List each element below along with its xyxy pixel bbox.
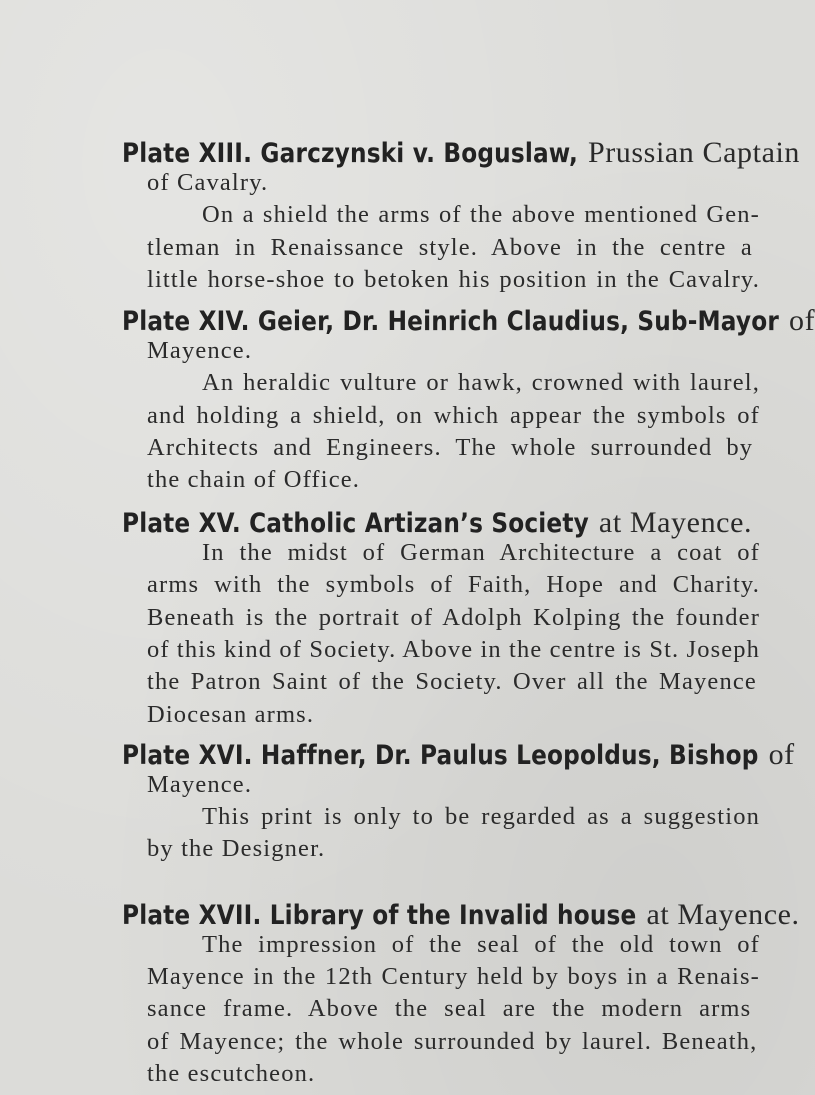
- entry-line: Beneath is the portrait of Adolph Kolping the founder: [147, 603, 760, 631]
- entry-line: The impression of the seal of the old town of: [202, 930, 760, 958]
- entry-line: sance frame. Above the seal are the modern arms: [147, 995, 752, 1023]
- entry-line: the chain of Office.: [147, 466, 361, 494]
- entry-heading-tail: at Mayence.: [598, 505, 753, 539]
- entry-line: tleman in Renaissance style. Above in the centre a: [147, 233, 753, 261]
- entry-heading-tail: of: [788, 303, 815, 337]
- entry-line: On a shield the arms of the above mentioned Gen-: [202, 201, 760, 229]
- entry-line: the Patron Saint of the Society. Over all the Mayence: [147, 668, 757, 696]
- entry-line: and holding a shield, on which appear the symbols of: [147, 401, 760, 429]
- entry-line: Mayence.: [147, 336, 253, 364]
- entry-line: the escutcheon.: [147, 1060, 316, 1088]
- entry-heading-tail: of: [768, 737, 795, 771]
- entry-heading: Plate XVI. Haffner, Dr. Paulus Leopoldus, Bishop: [122, 739, 759, 771]
- entry-line: of this kind of Society. Above in the centre is St. Joseph: [147, 635, 760, 663]
- entry-line: Diocesan arms.: [147, 700, 315, 728]
- entry-line: of Cavalry.: [147, 168, 269, 196]
- entry-line: little horse-shoe to betoken his position in the Cavalry.: [147, 266, 760, 294]
- entry-heading: Plate XIII. Garczynski v. Boguslaw,: [122, 138, 578, 169]
- entry-line: Mayence.: [147, 770, 253, 798]
- entry-heading: Plate XV. Catholic Artizan’s Society: [122, 507, 589, 539]
- entry-line: of Mayence; the whole surrounded by laurel. Beneath,: [147, 1027, 758, 1055]
- entry-heading-tail: Prussian Captain: [587, 136, 801, 169]
- entry-line: by the Designer.: [147, 835, 326, 863]
- entry-heading: Plate XVII. Library of the Invalid house: [122, 899, 637, 931]
- entry-line: An heraldic vulture or hawk, crowned with laurel,: [202, 369, 760, 397]
- entry-line: Architects and Engineers. The whole surrounded by: [147, 434, 754, 461]
- entry-line: Mayence in the 12th Century held by boys in a Renais-: [147, 962, 760, 990]
- entry-line: arms with the symbols of Faith, Hope and Charity.: [147, 571, 760, 599]
- entry-heading: Plate XIV. Geier, Dr. Heinrich Claudius, Sub-Mayor: [122, 305, 779, 337]
- entry-line: In the midst of German Architecture a coat of: [202, 538, 760, 566]
- entry-line: This print is only to be regarded as a suggestion: [202, 802, 760, 830]
- entry-heading-tail: at Mayence.: [646, 897, 800, 931]
